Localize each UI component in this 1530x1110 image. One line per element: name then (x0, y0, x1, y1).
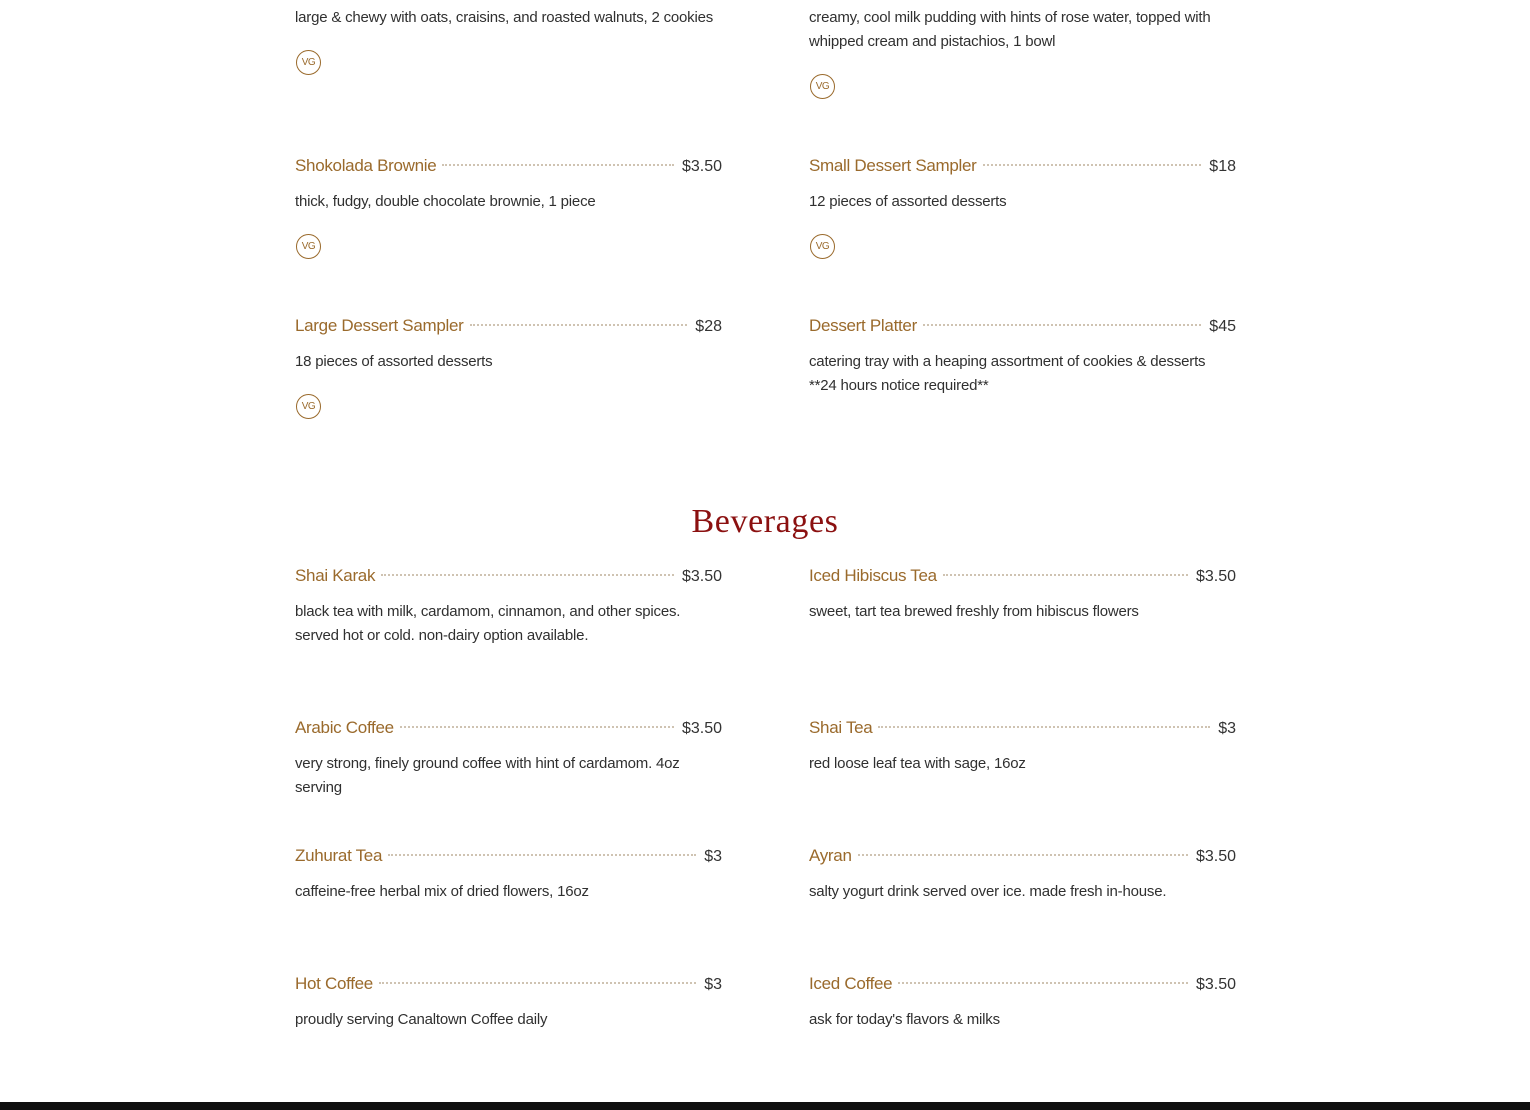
item-description: black tea with milk, cardamom, cinnamon, and other spices. served hot or cold. non-dairy option available. (295, 603, 681, 644)
item-price: $3.50 (681, 158, 722, 175)
item-price: $3.50 (1195, 976, 1236, 993)
item-price: $3.50 (681, 568, 722, 585)
item-name: Large Dessert Sampler (295, 316, 464, 335)
item-name: Iced Coffee (809, 974, 893, 993)
dotted-leader (923, 324, 1201, 326)
menu-item-cookies (295, 6, 725, 68)
menu-item-hot-coffee (295, 972, 722, 1032)
dotted-leader (442, 164, 674, 166)
menu-item-ayran (809, 844, 1236, 904)
vegetarian-badge-icon: VG (296, 394, 321, 419)
dotted-leader (470, 324, 688, 326)
dotted-leader (379, 982, 696, 984)
item-name: Shai Karak (295, 566, 376, 585)
vegetarian-badge-icon: VG (810, 74, 835, 99)
item-description: 12 pieces of assorted desserts (809, 193, 1007, 210)
dotted-leader (858, 854, 1188, 856)
dotted-leader (898, 982, 1188, 984)
item-description: catering tray with a heaping assortment of cookies & desserts **24 hours notice required** (809, 353, 1206, 394)
menu-item-shokolada-brownie (295, 154, 722, 252)
item-price: $3 (704, 976, 722, 993)
menu-item-large-dessert-sampler (295, 314, 722, 412)
footer-bar (0, 1102, 1530, 1110)
item-name: Dessert Platter (809, 316, 917, 335)
item-description: very strong, finely ground coffee with hint of cardamom. 4oz serving (295, 755, 680, 796)
menu-item-arabic-coffee (295, 716, 722, 800)
item-name: Ayran (809, 846, 852, 865)
item-price: $28 (695, 318, 722, 335)
menu-item-small-dessert-sampler (809, 154, 1236, 252)
item-description: sweet, tart tea brewed freshly from hibiscus flowers (809, 603, 1139, 620)
menu-item-iced-hibiscus-tea (809, 564, 1236, 624)
vegetarian-badge-icon: VG (810, 234, 835, 259)
item-description: large & chewy with oats, craisins, and roasted walnuts, 2 cookies (295, 9, 714, 26)
menu-item-dessert-platter (809, 314, 1236, 398)
item-description: red loose leaf tea with sage, 16oz (809, 755, 1026, 772)
item-name: Small Dessert Sampler (809, 156, 977, 175)
menu-item-iced-coffee (809, 972, 1236, 1032)
dotted-leader (381, 574, 674, 576)
item-price: $3.50 (1195, 848, 1236, 865)
dotted-leader (388, 854, 696, 856)
section-title-beverages: Beverages (691, 503, 839, 540)
item-price: $3 (704, 848, 722, 865)
item-price: $3.50 (1195, 568, 1236, 585)
item-price: $45 (1209, 318, 1236, 335)
item-description: proudly serving Canaltown Coffee daily (295, 1011, 548, 1028)
item-price: $3 (1218, 720, 1236, 737)
item-name: Hot Coffee (295, 974, 373, 993)
item-description: creamy, cool milk pudding with hints of rose water, topped with whipped cream and pistachios, 1 bowl (809, 9, 1211, 50)
item-name: Arabic Coffee (295, 718, 394, 737)
item-description: 18 pieces of assorted desserts (295, 353, 493, 370)
menu-item-shai-karak (295, 564, 722, 648)
dotted-leader (983, 164, 1202, 166)
item-description: thick, fudgy, double chocolate brownie, 1 piece (295, 193, 596, 210)
menu-item-shai-tea (809, 716, 1236, 776)
item-description: salty yogurt drink served over ice. made fresh in-house. (809, 883, 1167, 900)
item-name: Shokolada Brownie (295, 156, 437, 175)
item-name: Iced Hibiscus Tea (809, 566, 937, 585)
menu-item-milk-pudding (809, 6, 1239, 92)
menu-item-zuhurat-tea (295, 844, 722, 904)
item-description: ask for today's flavors & milks (809, 1011, 1000, 1028)
item-description: caffeine-free herbal mix of dried flowers, 16oz (295, 883, 589, 900)
dotted-leader (878, 726, 1210, 728)
item-name: Shai Tea (809, 718, 873, 737)
vegetarian-badge-icon: VG (296, 50, 321, 75)
item-price: $3.50 (681, 720, 722, 737)
item-name: Zuhurat Tea (295, 846, 383, 865)
dotted-leader (400, 726, 674, 728)
item-price: $18 (1209, 158, 1236, 175)
vegetarian-badge-icon: VG (296, 234, 321, 259)
dotted-leader (943, 574, 1188, 576)
